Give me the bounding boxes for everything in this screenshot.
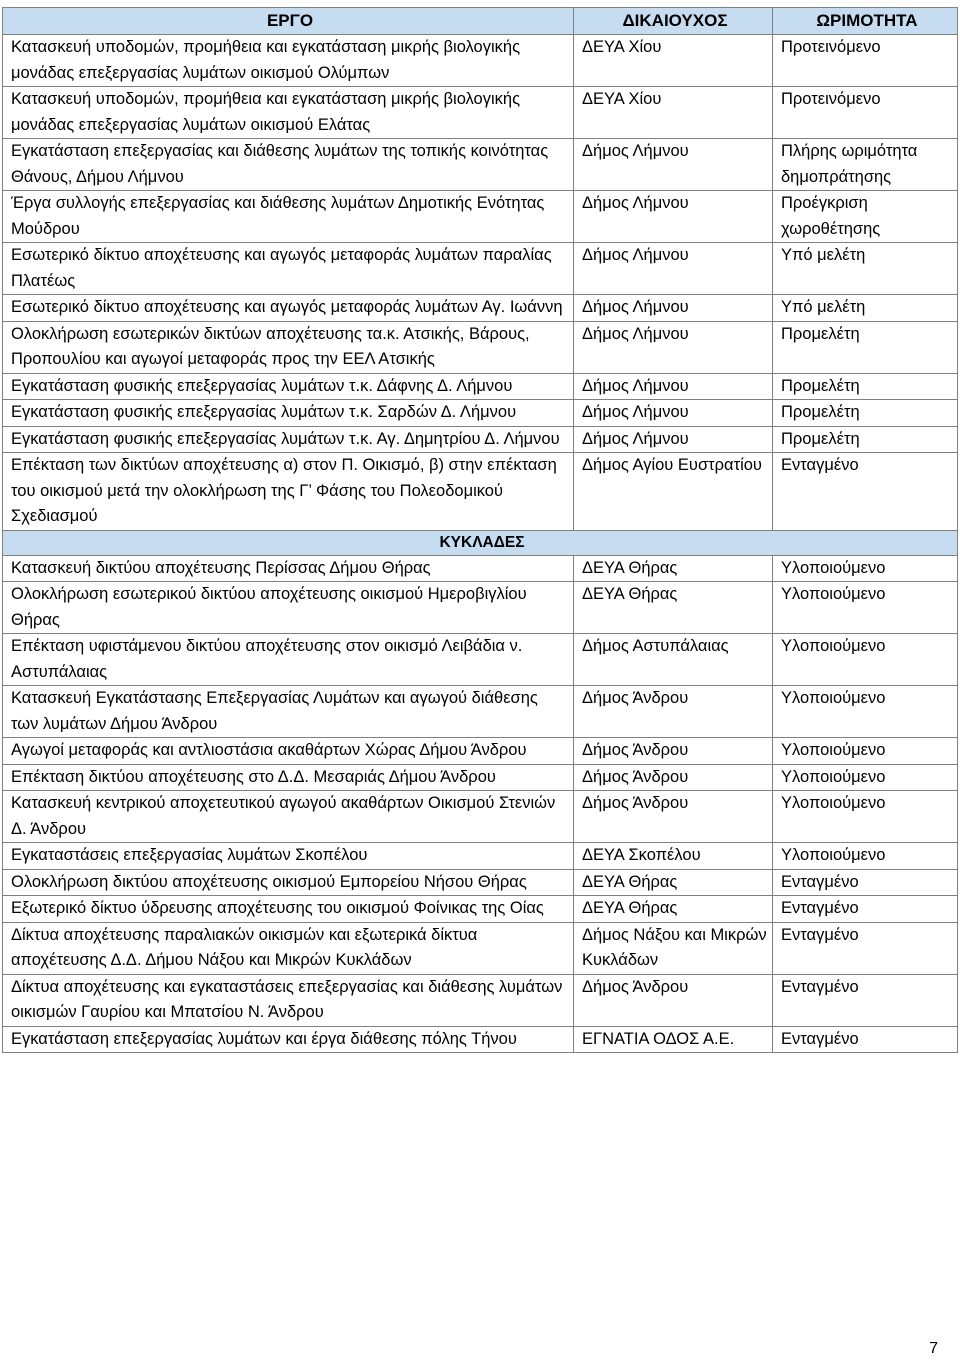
beneficiary-cell: Δήμος Αγίου Ευστρατίου: [574, 453, 773, 531]
beneficiary-cell: Δήμος Άνδρου: [574, 974, 773, 1026]
table-row: [3, 87, 958, 139]
beneficiary-cell: ΔΕΥΑ Σκοπέλου: [574, 843, 773, 870]
beneficiary-cell: Δήμος Νάξου και Μικρών Κυκλάδων: [574, 922, 773, 974]
project-cell: Εγκατάσταση επεξεργασίας λυμάτων και έργα διάθεσης πόλης Τήνου: [3, 1026, 574, 1053]
beneficiary-cell: ΔΕΥΑ Θήρας: [574, 896, 773, 923]
maturity-cell: Προέγκριση χωροθέτησης: [773, 191, 958, 243]
project-cell: Ολοκλήρωση εσωτερικού δικτύου αποχέτευσης οικισμού Ημεροβιγλίου Θήρας: [3, 582, 574, 634]
beneficiary-cell: Δήμος Άνδρου: [574, 686, 773, 738]
section-header-row: [3, 530, 958, 555]
maturity-cell: Υλοποιούμενο: [773, 738, 958, 765]
maturity-cell: Υλοποιούμενο: [773, 764, 958, 791]
beneficiary-cell: Δήμος Άνδρου: [574, 738, 773, 765]
beneficiary-cell: Δήμος Λήμνου: [574, 426, 773, 453]
beneficiary-cell: Δήμος Λήμνου: [574, 321, 773, 373]
beneficiary-cell: ΔΕΥΑ Χίου: [574, 87, 773, 139]
maturity-cell: Υπό μελέτη: [773, 243, 958, 295]
project-cell: Εξωτερικό δίκτυο ύδρευσης αποχέτευσης του οικισμού Φοίνικας της Οίας: [3, 896, 574, 923]
project-cell: Ολοκλήρωση δικτύου αποχέτευσης οικισμού Εμπορείου Νήσου Θήρας: [3, 869, 574, 896]
project-cell: Εγκατάσταση φυσικής επεξεργασίας λυμάτων τ.κ. Δάφνης Δ. Λήμνου: [3, 373, 574, 400]
project-cell: Έργα συλλογής επεξεργασίας και διάθεσης λυμάτων Δημοτικής Ενότητας Μούδρου: [3, 191, 574, 243]
maturity-cell: Ενταγμένο: [773, 869, 958, 896]
table-row: [3, 453, 958, 531]
maturity-cell: Προμελέτη: [773, 321, 958, 373]
header-maturity: ΩΡΙΜΟΤΗΤΑ: [773, 8, 958, 35]
table-row: [3, 295, 958, 322]
project-cell: Εγκαταστάσεις επεξεργασίας λυμάτων Σκοπέλου: [3, 843, 574, 870]
table-row: [3, 191, 958, 243]
project-cell: Ολοκλήρωση εσωτερικών δικτύων αποχέτευσης τα.κ. Ατσικής, Βάρους, Προπουλίου και αγωγοί μεταφοράς προς την ΕΕΛ Ατσικής: [3, 321, 574, 373]
page-number: 7: [929, 1340, 938, 1357]
table-row: [3, 243, 958, 295]
project-cell: Εγκατάσταση φυσικής επεξεργασίας λυμάτων τ.κ. Σαρδών Δ. Λήμνου: [3, 400, 574, 427]
beneficiary-cell: Δήμος Άνδρου: [574, 764, 773, 791]
table-row: [3, 738, 958, 765]
project-cell: Κατασκευή Εγκατάστασης Επεξεργασίας Λυμάτων και αγωγού διάθεσης των λυμάτων Δήμου Άνδρου: [3, 686, 574, 738]
table-row: [3, 896, 958, 923]
project-cell: Κατασκευή υποδομών, προμήθεια και εγκατάσταση μικρής βιολογικής μονάδας επεξεργασίας λυμάτων οικισμού Ολύμπων: [3, 35, 574, 87]
beneficiary-cell: Δήμος Αστυπάλαιας: [574, 634, 773, 686]
table-row: [3, 843, 958, 870]
project-cell: Αγωγοί μεταφοράς και αντλιοστάσια ακαθάρτων Χώρας Δήμου Άνδρου: [3, 738, 574, 765]
table-row: [3, 35, 958, 87]
project-cell: Δίκτυα αποχέτευσης και εγκαταστάσεις επεξεργασίας και διάθεσης λυμάτων οικισμών Γαυρίου και Μπατσίου Ν. Άνδρου: [3, 974, 574, 1026]
maturity-cell: Προτεινόμενο: [773, 87, 958, 139]
beneficiary-cell: ΔΕΥΑ Θήρας: [574, 582, 773, 634]
project-cell: Δίκτυα αποχέτευσης παραλιακών οικισμών και εξωτερικά δίκτυα αποχέτευσης Δ.Δ. Δήμου Νάξου και Μικρών Κυκλάδων: [3, 922, 574, 974]
table-header: [3, 8, 958, 35]
beneficiary-cell: ΔΕΥΑ Θήρας: [574, 869, 773, 896]
table-row: [3, 400, 958, 427]
table-row: [3, 321, 958, 373]
table-row: [3, 582, 958, 634]
table-row: [3, 791, 958, 843]
maturity-cell: Υπό μελέτη: [773, 295, 958, 322]
maturity-cell: Προμελέτη: [773, 426, 958, 453]
beneficiary-cell: Δήμος Λήμνου: [574, 191, 773, 243]
beneficiary-cell: ΔΕΥΑ Χίου: [574, 35, 773, 87]
table-body: [3, 35, 958, 1053]
maturity-cell: Υλοποιούμενο: [773, 582, 958, 634]
maturity-cell: Ενταγμένο: [773, 1026, 958, 1053]
maturity-cell: Ενταγμένο: [773, 896, 958, 923]
beneficiary-cell: Δήμος Λήμνου: [574, 295, 773, 322]
maturity-cell: Πλήρης ωριμότητα δημοπράτησης: [773, 139, 958, 191]
beneficiary-cell: ΔΕΥΑ Θήρας: [574, 555, 773, 582]
table-row: [3, 869, 958, 896]
project-cell: Εσωτερικό δίκτυο αποχέτευσης και αγωγός μεταφοράς λυμάτων παραλίας Πλατέως: [3, 243, 574, 295]
beneficiary-cell: Δήμος Λήμνου: [574, 139, 773, 191]
beneficiary-cell: Δήμος Λήμνου: [574, 400, 773, 427]
table-row: [3, 922, 958, 974]
projects-table: [2, 7, 958, 1053]
maturity-cell: Υλοποιούμενο: [773, 686, 958, 738]
project-cell: Εγκατάσταση φυσικής επεξεργασίας λυμάτων τ.κ. Αγ. Δημητρίου Δ. Λήμνου: [3, 426, 574, 453]
project-cell: Επέκταση δικτύου αποχέτευσης στο Δ.Δ. Μεσαριάς Δήμου Άνδρου: [3, 764, 574, 791]
maturity-cell: Προτεινόμενο: [773, 35, 958, 87]
header-project: ΕΡΓΟ: [3, 8, 574, 35]
project-cell: Κατασκευή κεντρικού αποχετευτικού αγωγού ακαθάρτων Οικισμού Στενιών Δ. Άνδρου: [3, 791, 574, 843]
table-row: [3, 974, 958, 1026]
table-row: [3, 139, 958, 191]
project-cell: Εγκατάσταση επεξεργασίας και διάθεσης λυμάτων της τοπικής κοινότητας Θάνους, Δήμου Λήμνου: [3, 139, 574, 191]
table-row: [3, 555, 958, 582]
maturity-cell: Υλοποιούμενο: [773, 555, 958, 582]
maturity-cell: Υλοποιούμενο: [773, 843, 958, 870]
project-cell: Επέκταση υφιστάμενου δικτύου αποχέτευσης στον οικισμό Λειβάδια ν. Αστυπάλαιας: [3, 634, 574, 686]
project-cell: Κατασκευή δικτύου αποχέτευσης Περίσσας Δήμου Θήρας: [3, 555, 574, 582]
beneficiary-cell: Δήμος Λήμνου: [574, 373, 773, 400]
table-row: [3, 686, 958, 738]
maturity-cell: Ενταγμένο: [773, 974, 958, 1026]
table-row: [3, 426, 958, 453]
project-cell: Επέκταση των δικτύων αποχέτευσης α) στον Π. Οικισμό, β) στην επέκταση του οικισμού μετά την ολοκλήρωση της Γ’ Φάσης του Πολεοδομικού Σχεδιασμού: [3, 453, 574, 531]
maturity-cell: Προμελέτη: [773, 400, 958, 427]
project-cell: Κατασκευή υποδομών, προμήθεια και εγκατάσταση μικρής βιολογικής μονάδας επεξεργασίας λυμάτων οικισμού Ελάτας: [3, 87, 574, 139]
table-row: [3, 1026, 958, 1053]
maturity-cell: Υλοποιούμενο: [773, 791, 958, 843]
table-header-row: [3, 8, 958, 35]
table-row: [3, 373, 958, 400]
maturity-cell: Προμελέτη: [773, 373, 958, 400]
header-beneficiary: ΔΙΚΑΙΟΥΧΟΣ: [574, 8, 773, 35]
maturity-cell: Υλοποιούμενο: [773, 634, 958, 686]
beneficiary-cell: ΕΓΝΑΤΙΑ ΟΔΟΣ Α.Ε.: [574, 1026, 773, 1053]
table-row: [3, 634, 958, 686]
section-title: ΚΥΚΛΑΔΕΣ: [3, 530, 958, 555]
maturity-cell: Ενταγμένο: [773, 453, 958, 531]
project-cell: Εσωτερικό δίκτυο αποχέτευσης και αγωγός μεταφοράς λυμάτων Αγ. Ιωάννη: [3, 295, 574, 322]
beneficiary-cell: Δήμος Άνδρου: [574, 791, 773, 843]
table-row: [3, 764, 958, 791]
beneficiary-cell: Δήμος Λήμνου: [574, 243, 773, 295]
maturity-cell: Ενταγμένο: [773, 922, 958, 974]
